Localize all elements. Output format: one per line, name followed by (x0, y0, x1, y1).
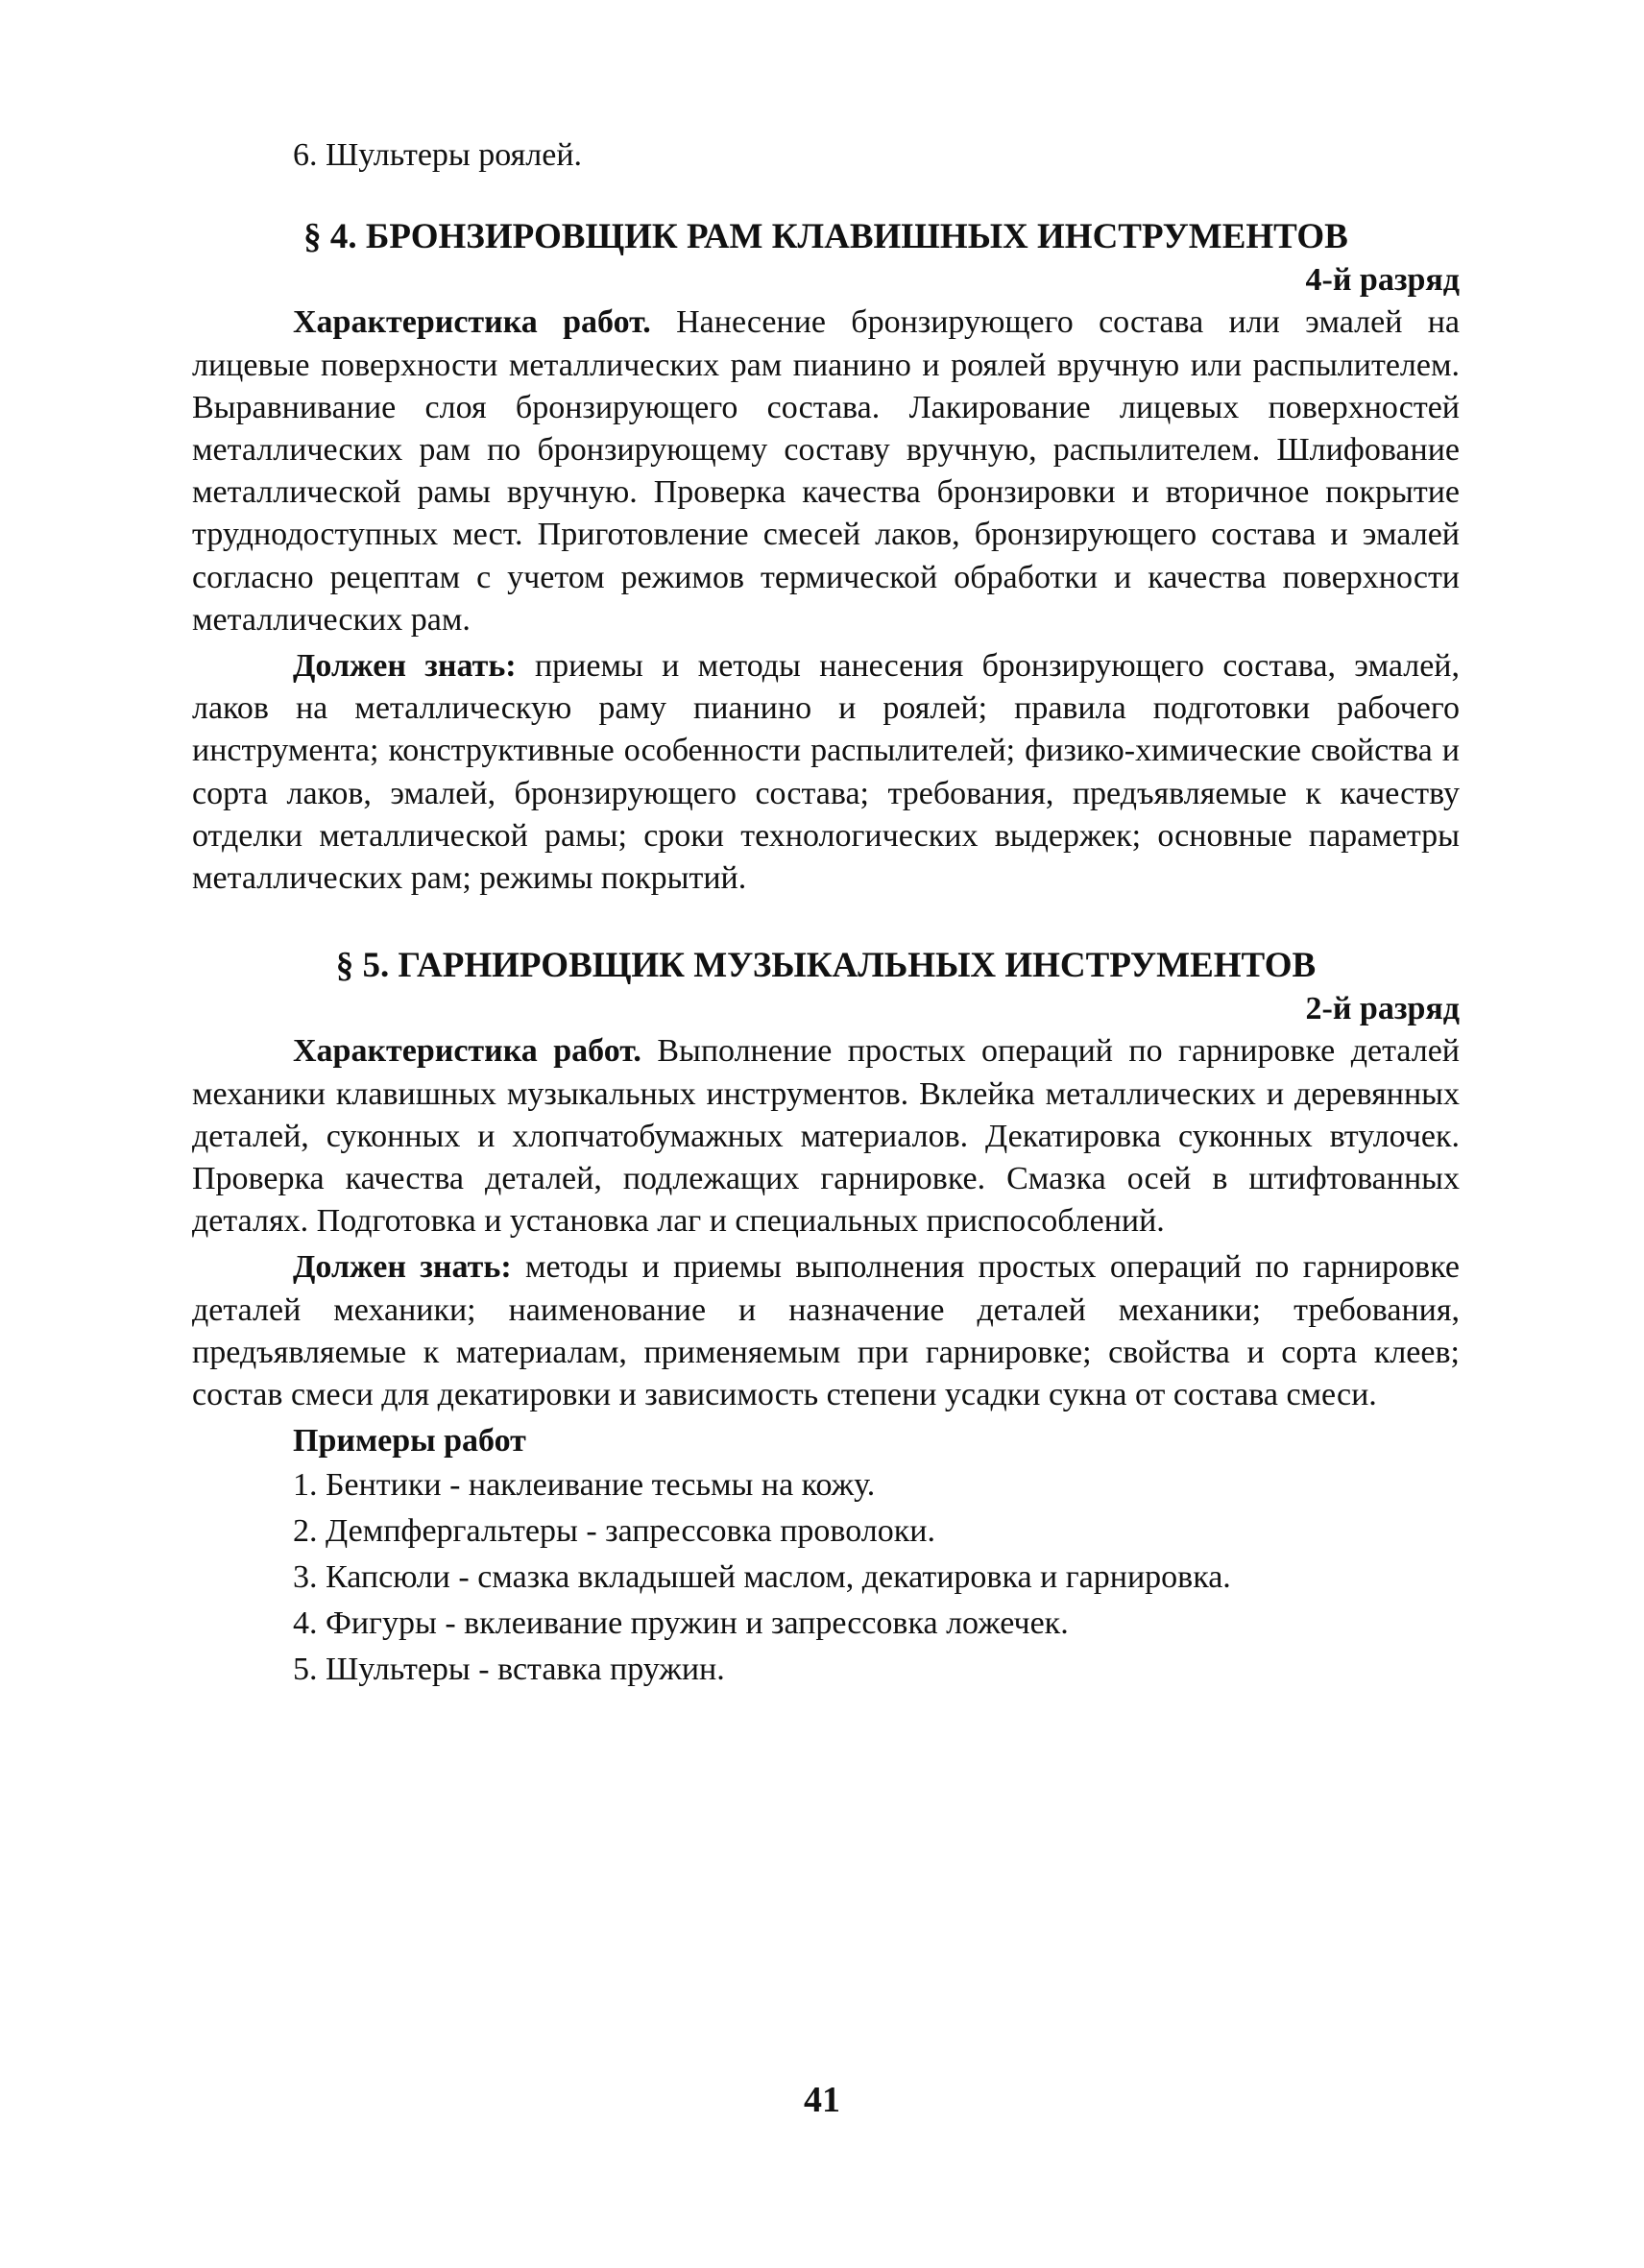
section-5 (192, 944, 1460, 1693)
lead-list-item: 6. Шультеры роялей. (293, 137, 583, 173)
section-4-title: § 4. БРОНЗИРОВЩИК РАМ КЛАВИШНЫХ ИНСТРУМЕНТОВ (303, 217, 1348, 257)
list-item: 4. Фигуры - вклеивание пружин и запрессовка ложечек. (293, 1605, 1069, 1642)
knowledge-label: Должен знать: (293, 648, 517, 685)
section-4 (192, 215, 1460, 900)
characteristic-text: Нанесение бронзирующего состава или эмалей на лицевые поверхности металлических рам пианино и роялей вручную или распылителем. Выравнивание слоя бронзирующего состава. Лакирование лицевых поверхностей металлических рам по бронзирующему составу вручную, распылителем. Шлифование металлической рамы вручную. Проверка качества бронзировки и вторичное покрытие труднодоступных мест. Приготовление смесей лаков, бронзирующего состава и эмалей согласно рецептам с учетом режимов термической обработки и качества поверхности металлических рам. (192, 304, 1461, 638)
knowledge-text: приемы и методы нанесения бронзирующего состава, эмалей, лаков на металлическую раму пианино и роялей; правила подготовки рабочего инструмента; конструктивные особенности распылителей; физико-химические свойства и сорта лаков, эмалей, бронзирующего состава; требования, предъявляемые к качеству отделки металлической рамы; сроки технологических выдержек; основные параметры металлических рам; режимы покрытий. (192, 648, 1461, 897)
knowledge-label: Должен знать: (293, 1249, 512, 1286)
section-5-knowledge (192, 1246, 1460, 1416)
section-4-knowledge (192, 645, 1460, 900)
page-number: 41 (804, 2080, 840, 2120)
list-item: 5. Шультеры - вставка пружин. (293, 1652, 725, 1688)
document-page (192, 134, 1460, 1693)
knowledge-text: методы и приемы выполнения простых операций по гарнировке деталей механики; наименование и назначение деталей механики; требования, предъявляемые к материалам, применяемым при гарнировке; свойства и сорта клеев; состав смеси для декатировки и зависимость степени усадки сукна от состава смеси. (192, 1249, 1460, 1413)
characteristic-label: Характеристика работ. (293, 304, 651, 341)
characteristic-text: Выполнение простых операций по гарнировке деталей механики клавишных музыкальных инструментов. Вклейка металлических и деревянных деталей, суконных и хлопчатобумажных материалов. Декатировка суконных втулочек. Проверка качества деталей, подлежащих гарнировке. Смазка осей в штифтованных деталях. Подготовка и установка лаг и специальных приспособлений. (192, 1033, 1460, 1240)
list-item: 1. Бентики - наклеивание тесьмы на кожу. (293, 1467, 876, 1504)
section-4-grade: 4-й разряд (1305, 262, 1460, 299)
section-5-characteristic (192, 1030, 1460, 1243)
section-5-title: § 5. ГАРНИРОВЩИК МУЗЫКАЛЬНЫХ ИНСТРУМЕНТОВ (335, 946, 1317, 986)
list-item: 2. Демпфергальтеры - запрессовка проволоки. (293, 1513, 935, 1550)
section-4-characteristic (192, 302, 1460, 641)
examples-list (192, 1462, 1460, 1693)
characteristic-label: Характеристика работ. (293, 1033, 641, 1070)
examples-title: Примеры работ (293, 1423, 526, 1460)
list-item: 3. Капсюли - смазка вкладышей маслом, декатировка и гарнировка. (293, 1559, 1231, 1596)
section-5-grade: 2-й разряд (1305, 991, 1460, 1027)
